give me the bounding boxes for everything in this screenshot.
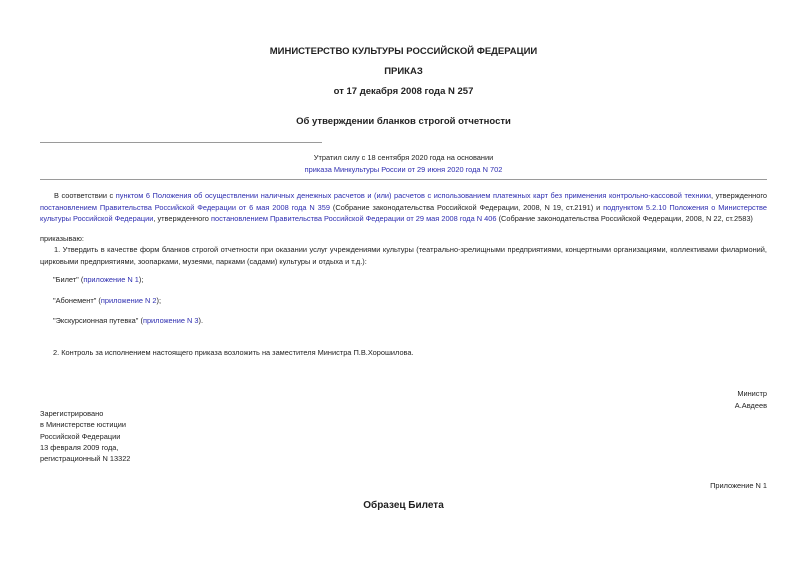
form-tail: ); [138, 275, 144, 284]
government-decree-359-link[interactable]: постановлением Правительства Российской Федерации от 6 мая 2008 года N 359 [40, 202, 330, 212]
status-note-text: Утратил силу с 18 сентября 2020 года на основании [313, 153, 494, 162]
preamble-text-2: , утвержденного [710, 191, 767, 200]
government-decree-406-link[interactable]: постановлением Правительства Российской Федерации от 29 мая 2008 года N 406 [210, 214, 497, 223]
appendix-3-link[interactable]: приложение N 3 [142, 316, 199, 325]
appendix-label: Приложение N 1 [710, 481, 767, 490]
form-tail: ); [156, 296, 161, 305]
form-name: "Абонемент" ( [53, 296, 101, 305]
registration-block [40, 408, 130, 464]
signer-name: А.Авдеев [734, 400, 767, 410]
registration-line: Зарегистрировано [40, 409, 104, 418]
preamble-text-1: В соответствии с [54, 191, 116, 200]
form-tail: ). [198, 316, 204, 325]
repeal-order-link[interactable]: приказа Минкультуры России от 29 июня 2020 года N 702 [304, 164, 503, 174]
ministry-heading: МИНИСТЕРСТВО КУЛЬТУРЫ РОССИЙСКОЙ ФЕДЕРАЦИИ [269, 46, 538, 57]
preamble-text-5: (Собрание законодательства Российской Федерации, 2008, N 22, ст.2583) [496, 214, 753, 223]
appendix-1-link[interactable]: приложение N 1 [83, 275, 139, 284]
registration-line: в Министерстве юстиции [40, 420, 127, 430]
registration-number: регистрационный N 13322 [40, 454, 131, 464]
signer-position: Министр [737, 389, 767, 398]
item-2-paragraph: 2. Контроль за исполнением настоящего приказа возложить на заместителя Министра П.В.Хорошилова. [53, 348, 414, 357]
preamble-text-4: , утвержденного [153, 214, 211, 223]
document-date-number: от 17 декабря 2008 года N 257 [333, 86, 474, 97]
form-item-excursion [53, 315, 203, 327]
form-name: "Экскурсионная путевка" ( [53, 316, 143, 325]
divider-short [40, 142, 322, 143]
preamble-text-3: (Собрание законодательства Российской Федерации, 2008, N 19, ст.2191) и [329, 202, 604, 212]
subpoint-5-2-10-link[interactable]: подпунктом 5.2.10 Положения о Министерстве культуры Российской Федерации [40, 202, 767, 223]
form-item-ticket [53, 274, 143, 286]
document-subject: Об утверждении бланков строгой отчетности [296, 116, 511, 127]
item-1-paragraph: 1. Утвердить в качестве форм бланков строгой отчетности при оказании услуг учреждениями культуры (театрально-зрелищными предприятиями, концертными организациями, коллективами филармоний, цирковыми предприятиями, зоопарками, музеями, парками (садами) культуры и отдыха и т.д.): [40, 245, 767, 266]
preamble-paragraph [40, 190, 767, 225]
appendix-title: Образец Билета [363, 500, 444, 511]
registration-line: Российской Федерации [40, 431, 121, 441]
form-item-subscription [53, 295, 161, 307]
appendix-2-link[interactable]: приложение N 2 [100, 296, 157, 305]
divider-full [40, 179, 767, 180]
regulation-point-6-link[interactable]: пунктом 6 Положения об осуществлении наличных денежных расчетов и (или) расчетов с использованием платежных карт без применения контрольно-кассовой техники [115, 191, 711, 200]
form-name: "Билет" ( [53, 275, 84, 284]
status-note [40, 152, 767, 175]
signature-block [735, 388, 767, 411]
document-type: ПРИКАЗ [384, 66, 423, 77]
registration-date: 13 февраля 2009 года, [40, 442, 119, 452]
order-word: приказываю: [40, 234, 84, 243]
